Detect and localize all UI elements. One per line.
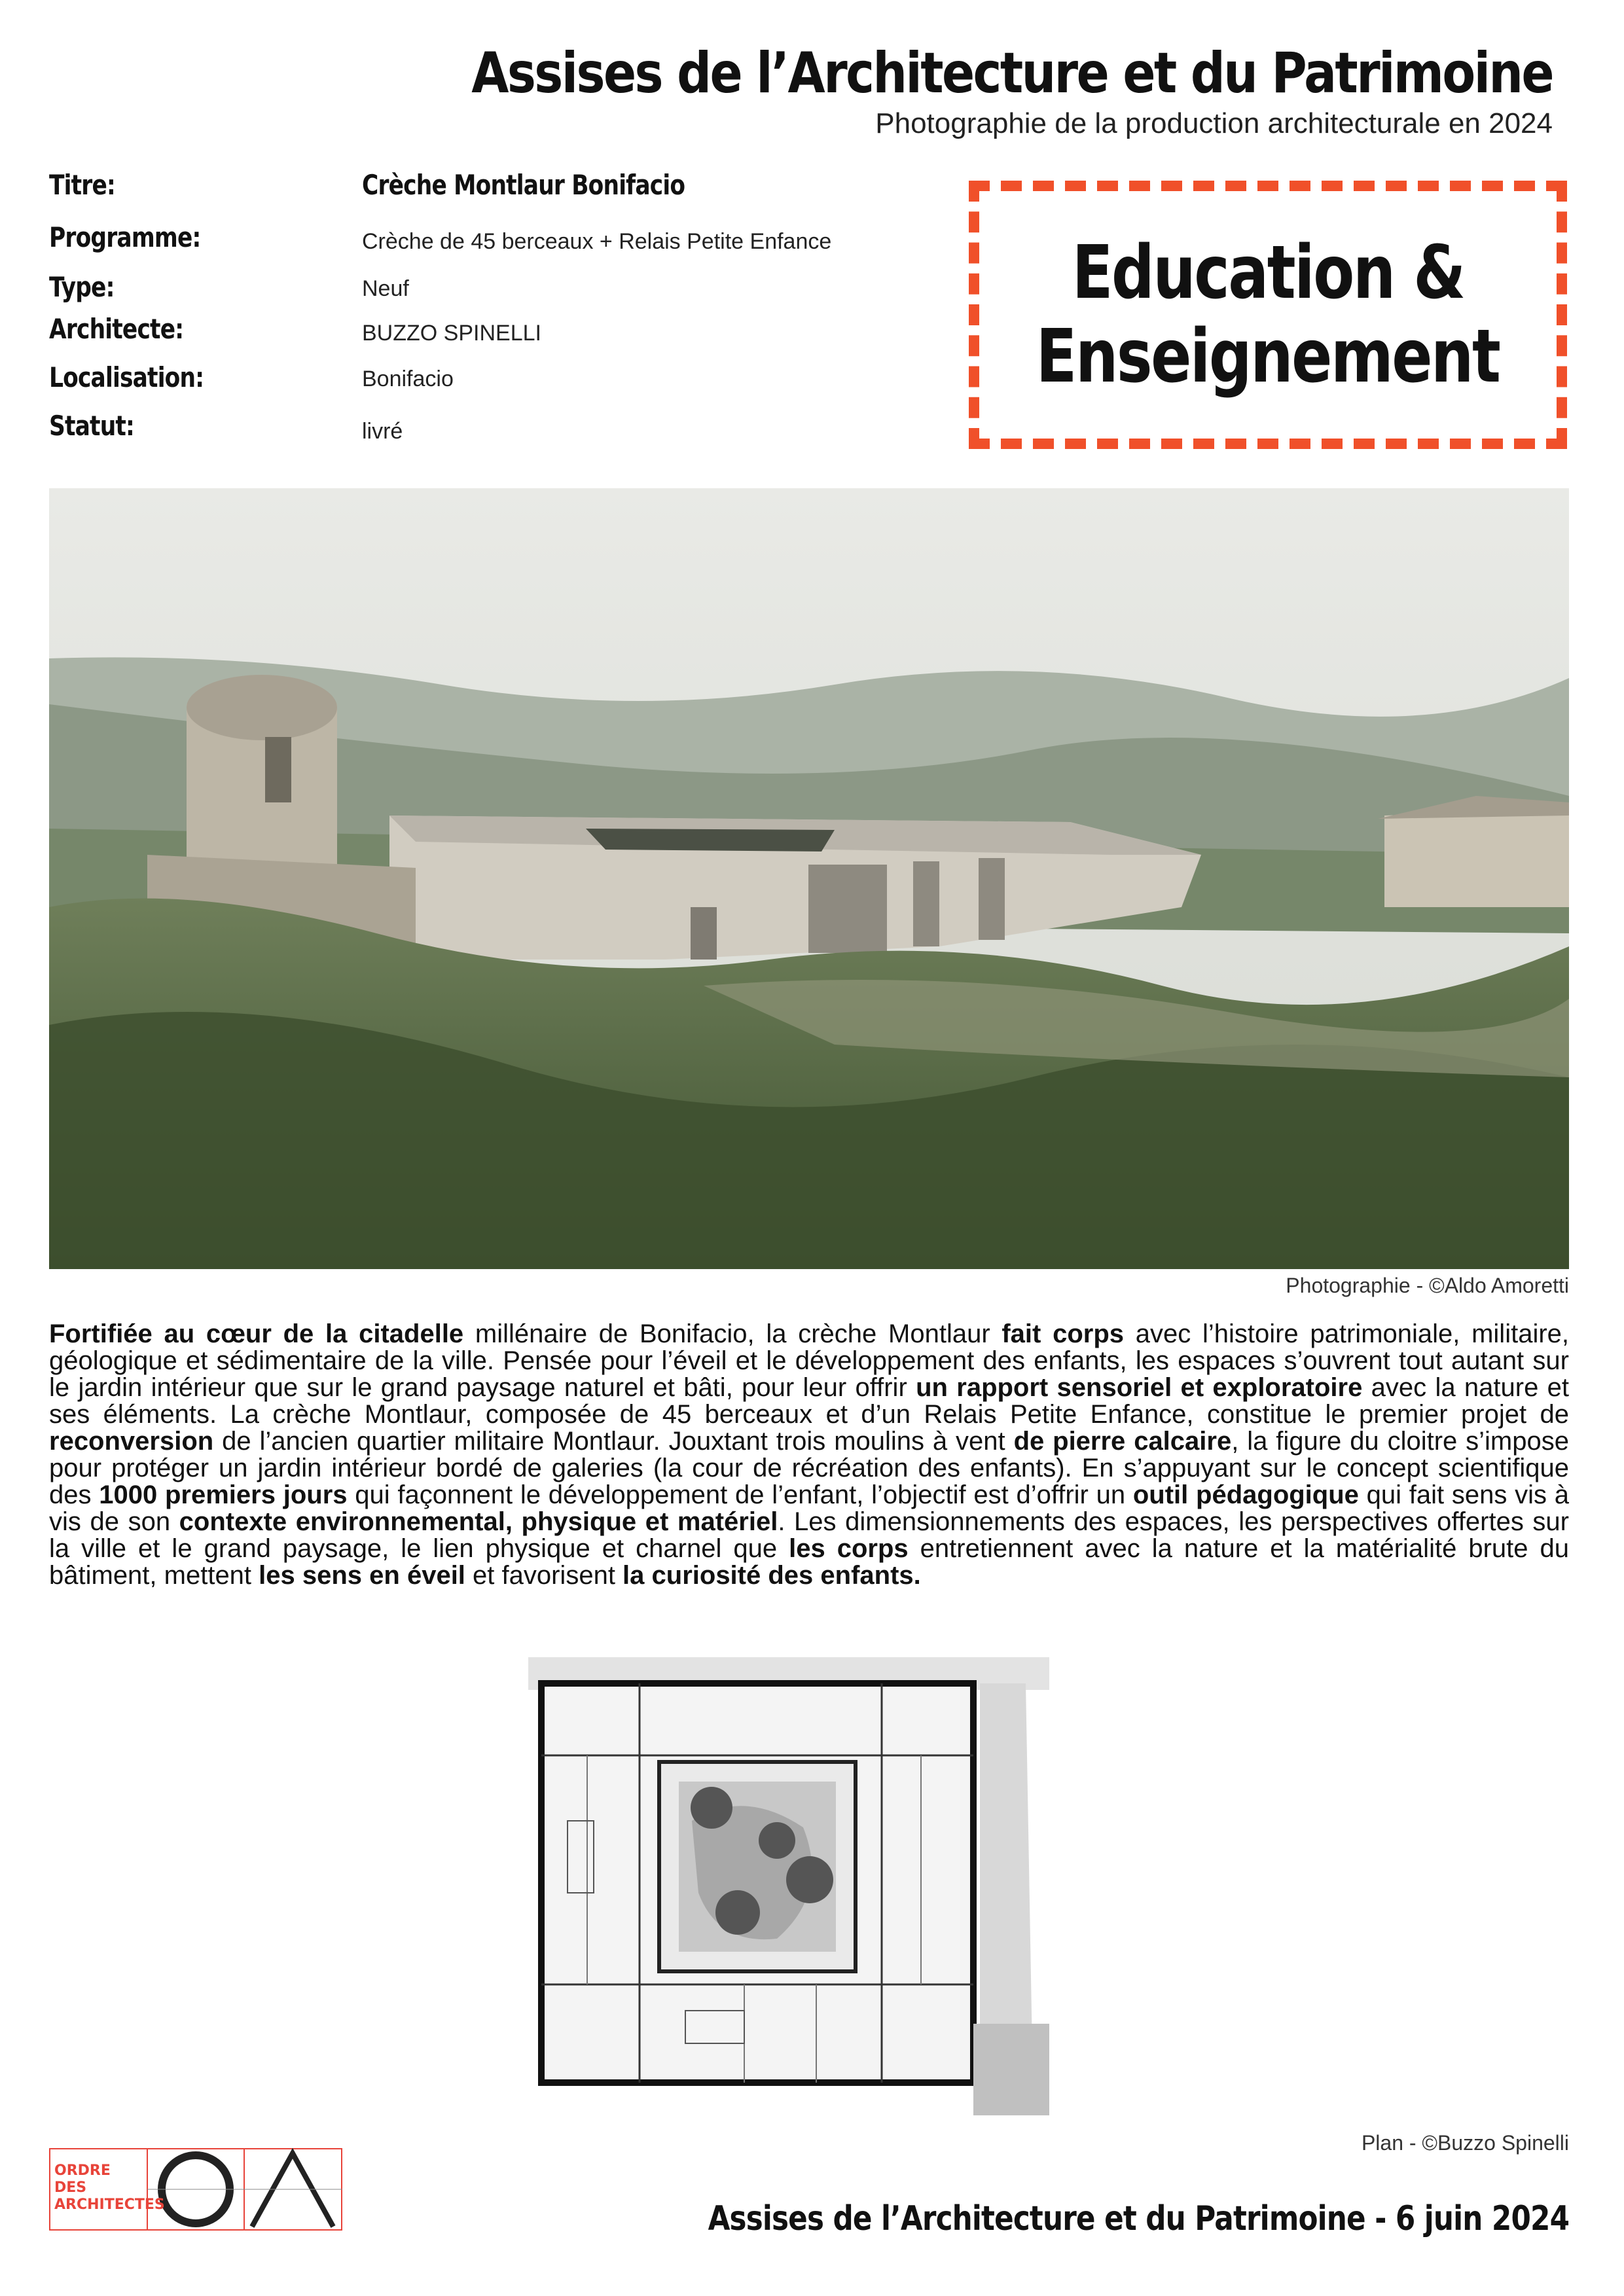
field-label-type: Type: bbox=[49, 271, 115, 303]
description-text: , la figure du cloitre s’impose pour protéger un jardin intérieur bordé de galeries (la cour de récréation des enfants). En s’appuyant sur le concept scientifique des bbox=[49, 1427, 1569, 1509]
building-photo bbox=[49, 488, 1569, 1269]
logo-line-2: DES bbox=[54, 2179, 87, 2196]
field-value-programme: Crèche de 45 berceaux + Relais Petite Enfance bbox=[362, 229, 832, 254]
field-label-statut: Statut: bbox=[49, 410, 134, 442]
description-emphasis: la curiosité des enfants. bbox=[623, 1561, 921, 1590]
description-emphasis: reconversion bbox=[49, 1427, 214, 1456]
photo-caption: Photographie - ©Aldo Amoretti bbox=[1286, 1274, 1569, 1297]
field-value-architecte: BUZZO SPINELLI bbox=[362, 321, 541, 346]
floor-plan bbox=[528, 1657, 1049, 2115]
field-value-statut: livré bbox=[362, 419, 403, 444]
description-emphasis: fait corps bbox=[1001, 1319, 1125, 1348]
project-description bbox=[49, 1321, 1569, 1589]
description-emphasis: les sens en éveil bbox=[259, 1561, 465, 1590]
page-subtitle: Photographie de la production architecturale en 2024 bbox=[875, 107, 1553, 139]
category-line-1: Education & bbox=[1072, 230, 1464, 315]
field-label-programme: Programme: bbox=[49, 221, 201, 253]
logo-line-1: ORDRE bbox=[54, 2162, 111, 2179]
page-title: Assises de l’Architecture et du Patrimoine bbox=[471, 41, 1553, 106]
field-value-titre: Crèche Montlaur Bonifacio bbox=[362, 169, 685, 201]
description-text: entretiennent avec la nature et la matérialité brute du bâtiment, mettent bbox=[49, 1534, 1569, 1590]
logo-line-3: ARCHITECTES bbox=[54, 2197, 165, 2213]
field-value-type: Neuf bbox=[362, 276, 409, 301]
description-emphasis: un rapport sensoriel et exploratoire bbox=[916, 1373, 1363, 1402]
field-label-localisation: Localisation: bbox=[49, 361, 204, 393]
description-text: avec la nature et ses éléments. La crèche Montlaur, composée de 45 berceaux et d’un Relais Petite Enfance, constitue le premier projet de bbox=[49, 1373, 1569, 1429]
description-emphasis: contexte environnemental, physique et matériel bbox=[179, 1507, 778, 1536]
description-emphasis: Fortifiée au cœur de la citadelle bbox=[49, 1319, 464, 1348]
description-text: qui fait sens vis à vis de son bbox=[49, 1480, 1570, 1536]
description-text: . Les dimensionnements des espaces, les perspectives offertes sur la ville et le grand paysage, le lien physique et charnel que bbox=[49, 1507, 1569, 1563]
ordre-des-architectes-logo bbox=[49, 2148, 342, 2231]
description-emphasis: outil pédagogique bbox=[1132, 1480, 1359, 1509]
description-emphasis: de pierre calcaire bbox=[1013, 1427, 1232, 1456]
field-label-titre: Titre: bbox=[49, 169, 115, 201]
plan-caption: Plan - ©Buzzo Spinelli bbox=[1361, 2131, 1569, 2155]
field-value-localisation: Bonifacio bbox=[362, 367, 454, 391]
description-text: et favorisent bbox=[465, 1561, 623, 1590]
footer-text: Assises de l’Architecture et du Patrimoine - 6 juin 2024 bbox=[708, 2199, 1569, 2238]
description-text: avec l’histoire patrimoniale, militaire, géologique et sédimentaire de la ville. Pensée pour l’éveil et le développement des enfants, les espaces s’ouvrent tout autant sur le jardin intérieur que sur le grand paysage naturel et bâti, pour leur offrir bbox=[49, 1319, 1570, 1402]
description-text: qui façonnent le développement de l’enfant, l’objectif est d’offrir un bbox=[347, 1480, 1133, 1509]
category-line-2: Enseignement bbox=[1036, 314, 1500, 399]
description-text: de l’ancien quartier militaire Montlaur. Jouxtant trois moulins à vent bbox=[213, 1427, 1014, 1456]
description-emphasis: les corps bbox=[789, 1534, 909, 1563]
category-box bbox=[969, 181, 1567, 449]
description-text: millénaire de Bonifacio, la crèche Montlaur bbox=[463, 1319, 1002, 1348]
description-emphasis: 1000 premiers jours bbox=[99, 1480, 348, 1509]
field-label-architecte: Architecte: bbox=[49, 313, 184, 345]
